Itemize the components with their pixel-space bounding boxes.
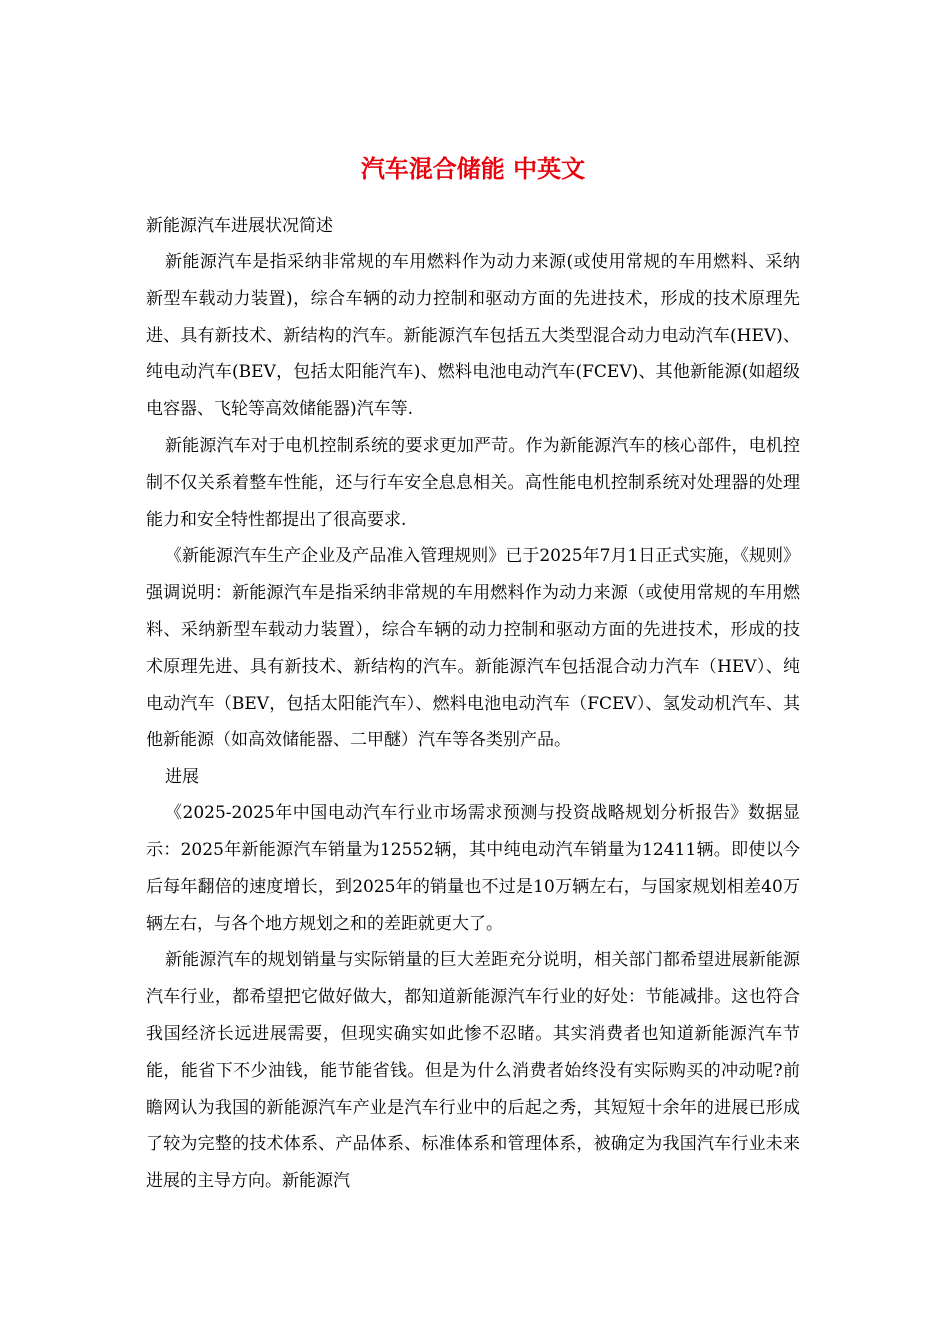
section-heading: 进展 [165, 767, 199, 788]
document-title: 汽车混合储能 中英文 [360, 154, 586, 183]
paragraph-sales-data: 《2025-2025年中国电动汽车行业市场需求预测与投资战略规划分析报告》数据显示：2025年新能源汽车销量为12552辆，其中纯电动汽车销量为12411辆。即使以今后每年翻倍的速度增长，到2025年的销量也不过是10万辆左右，与国家规划相差40万辆左右，与各个地方规划之和的差距就更大了。 [146, 803, 800, 934]
paragraph-regulation: 《新能源汽车生产企业及产品准入管理规则》已于2025年7月1日正式实施，《规则》强调说明：新能源汽车是指采纳非常规的车用燃料作为动力来源（或使用常规的车用燃料、采纳新型车载动力装置），综合车辆的动力控制和驱动方面的先进技术，形成的技术原理先进、具有新技术、新结构的汽车。新能源汽车包括混合动力汽车（HEV）、纯电动汽车（BEV，包括太阳能汽车）、燃料电池电动汽车（FCEV）、氢发动机汽车、其他新能源（如高效储能器、二甲醚）汽车等各类别产品。 [146, 546, 800, 751]
document-subtitle: 新能源汽车进展状况简述 [146, 216, 333, 236]
paragraph-motor-control: 新能源汽车对于电机控制系统的要求更加严苛。作为新能源汽车的核心部件，电机控制不仅关系着整车性能，还与行车安全息息相关。高性能电机控制系统对处理器的处理能力和安全特性都提出了很高要求. [146, 435, 800, 530]
paragraph-sales-gap: 新能源汽车的规划销量与实际销量的巨大差距充分说明，相关部门都希望进展新能源汽车行业，都希望把它做好做大，都知道新能源汽车行业的好处：节能减排。这也符合我国经济长远进展需要，但现实确实如此惨不忍睹。其实消费者也知道新能源汽车节能，能省下不少油钱，能节能省钱。但是为什么消费者始终没有实际购买的冲动呢?前瞻网认为我国的新能源汽车产业是汽车行业中的后起之秀，其短短十余年的进展已形成了较为完整的技术体系、产品体系、标准体系和管理体系，被确定为我国汽车行业未来进展的主导方向。新能源汽 [146, 950, 800, 1192]
paragraph-definition: 新能源汽车是指采纳非常规的车用燃料作为动力来源(或使用常规的车用燃料、采纳新型车载动力装置)，综合车辆的动力控制和驱动方面的先进技术，形成的技术原理先进、具有新技术、新结构的汽车。新能源汽车包括五大类型混合动力电动汽车(HEV)、纯电动汽车(BEV，包括太阳能汽车)、燃料电池电动汽车(FCEV)、其他新能源(如超级电容器、飞轮等高效储能器)汽车等. [146, 252, 800, 420]
